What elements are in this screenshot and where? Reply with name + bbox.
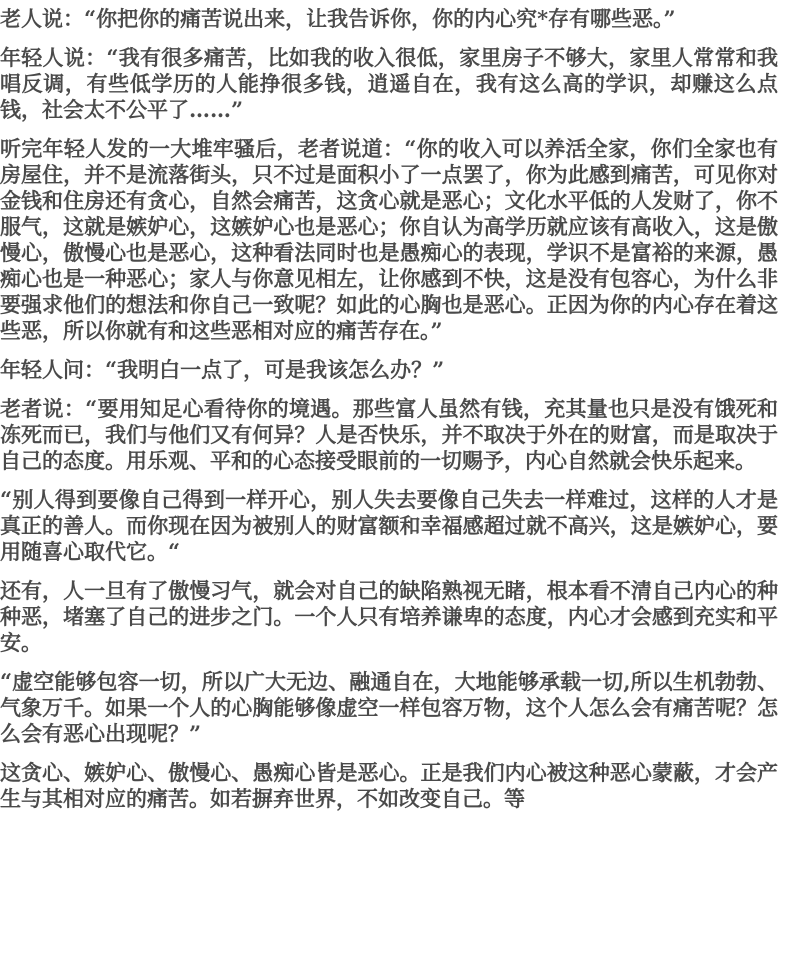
paragraph-5: 老者说：“要用知足心看待你的境遇。那些富人虽然有钱，充其量也只是没有饿死和冻死而已，我们与他们又有何异？人是否快乐，并不取决于外在的财富，而是取决于自己的态度。用乐观、平和的心态接受眼前的一切赐予，内心自然就会快乐起来。 [0, 396, 778, 473]
paragraph-8: “虚空能够包容一切，所以广大无边、融通自在，大地能够承载一切,所以生机勃勃、气象万千。如果一个人的心胸能够像虚空一样包容万物，这个人怎么会有痛苦呢？怎么会有恶心出现呢？” [0, 669, 778, 746]
paragraph-1: 老人说：“你把你的痛苦说出来，让我告诉你，你的内心究*存有哪些恶。” [0, 6, 676, 31]
paragraph-9: 这贪心、嫉妒心、傲慢心、愚痴心皆是恶心。正是我们内心被这种恶心蒙蔽，才会产生与其相对应的痛苦。如若摒弃世界，不如改变自己。等 [0, 760, 778, 811]
paragraph-4: 年轻人问：“我明白一点了，可是我该怎么办？” [0, 357, 445, 382]
paragraph-6: “别人得到要像自己得到一样开心，别人失去要像自己失去一样难过，这样的人才是真正的善人。而你现在因为被别人的财富额和幸福感超过就不高兴，这是嫉妒心，要用随喜心取代它。“ [0, 487, 778, 564]
paragraph-7: 还有，人一旦有了傲慢习气，就会对自己的缺陷熟视无睹，根本看不清自己内心的种种恶，堵塞了自己的进步之门。一个人只有培养谦卑的态度，内心才会感到充实和平安。 [0, 578, 778, 655]
article-body [0, 6, 778, 825]
paragraph-2: 年轻人说：“我有很多痛苦，比如我的收入很低，家里房子不够大，家里人常常和我唱反调，有些低学历的人能挣很多钱，逍遥自在，我有这么高的学识，却赚这么点钱，社会太不公平了……” [0, 45, 778, 122]
paragraph-3: 听完年轻人发的一大堆牢骚后，老者说道：“你的收入可以养活全家，你们全家也有房屋住，并不是流落街头，只不过是面积小了一点罢了，你为此感到痛苦，可见你对金钱和住房还有贪心，自然会痛苦，这贪心就是恶心；文化水平低的人发财了，你不服气，这就是嫉妒心，这嫉妒心也是恶心；你自认为高学历就应该有高收入，这是傲慢心，傲慢心也是恶心，这种看法同时也是愚痴心的表现，学识不是富裕的来源，愚痴心也是一种恶心；家人与你意见相左，让你感到不快，这是没有包容心，为什么非要强求他们的想法和你自己一致呢？如此的心胸也是恶心。正因为你的内心存在着这些恶，所以你就有和这些恶相对应的痛苦存在。” [0, 136, 778, 343]
